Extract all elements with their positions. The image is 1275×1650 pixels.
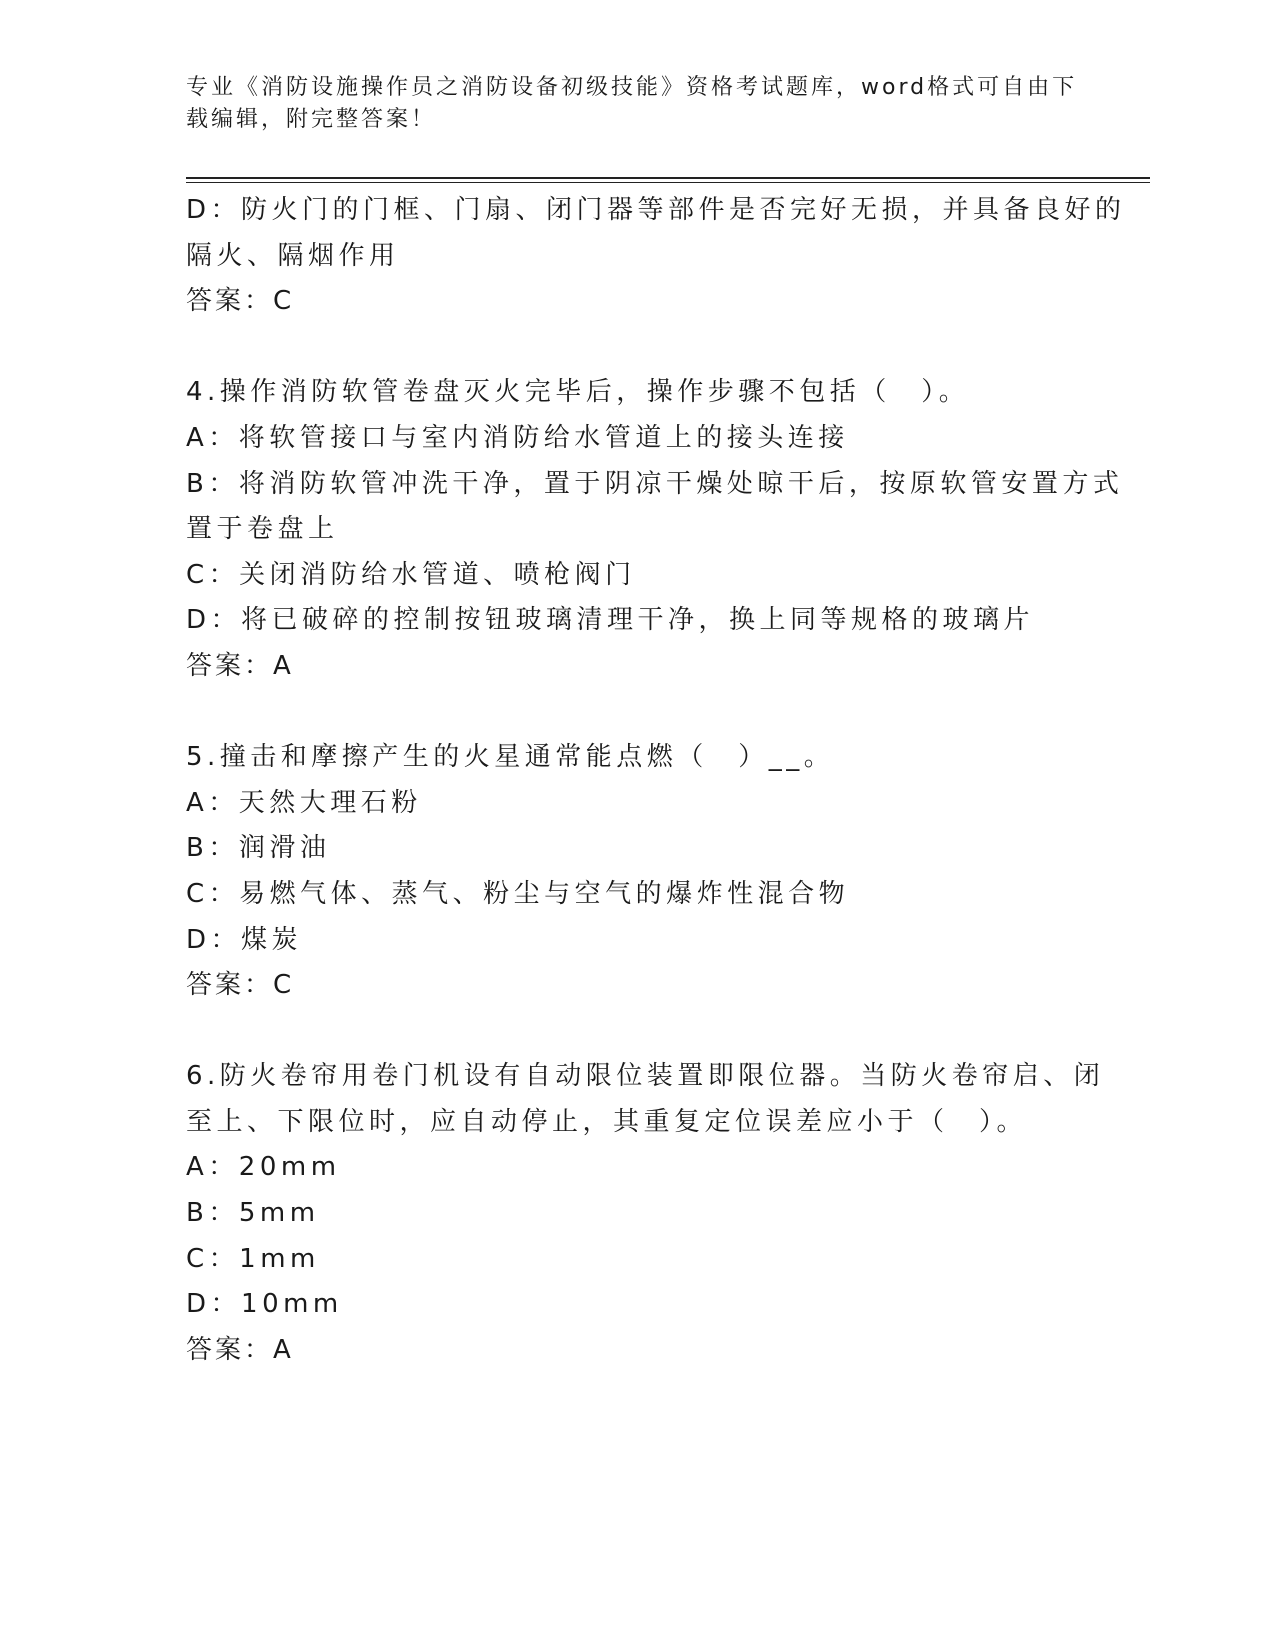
answer: 答案：A xyxy=(186,650,294,681)
question-stem: 5.撞击和摩擦产生的火星通常能点燃（ ）__。 xyxy=(186,742,835,773)
answer: 答案：C xyxy=(186,286,295,317)
question-4 xyxy=(186,370,1124,689)
option-b-line-2: 置于卷盘上 xyxy=(186,514,339,545)
header-divider-thin xyxy=(186,182,1150,183)
option-d: D：煤炭 xyxy=(186,924,303,955)
question-6 xyxy=(186,1054,1105,1373)
option-d-line-2: 隔火、隔烟作用 xyxy=(186,240,400,271)
option-d: D：将已破碎的控制按钮玻璃清理干净，换上同等规格的玻璃片 xyxy=(186,605,1035,636)
header-line-2: 载编辑，附完整答案！ xyxy=(186,107,437,132)
option-d: D：10mm xyxy=(186,1289,343,1320)
header-line-1: 专业《消防设施操作员之消防设备初级技能》资格考试题库，word格式可自由下 xyxy=(186,75,1078,100)
option-c: C：关闭消防给水管道、喷枪阀门 xyxy=(186,559,636,590)
answer: 答案：A xyxy=(186,1334,294,1365)
spacer xyxy=(186,325,1086,371)
option-b-line-1: B：将消防软管冲洗干净，置于阴凉干燥处晾干后，按原软管安置方式 xyxy=(186,468,1124,499)
document-body xyxy=(186,188,1126,1373)
header-divider-thick xyxy=(186,177,1150,179)
answer: 答案：C xyxy=(186,970,295,1001)
question-stem-line-2: 至上、下限位时，应自动停止，其重复定位误差应小于（ ）。 xyxy=(186,1106,1028,1137)
option-a: A：天然大理石粉 xyxy=(186,787,422,818)
option-a: A：将软管接口与室内消防给水管道上的接头连接 xyxy=(186,422,849,453)
option-b: B：润滑油 xyxy=(186,833,331,864)
document-header xyxy=(186,72,1078,136)
question-3-tail xyxy=(186,188,1126,325)
spacer xyxy=(186,690,1086,736)
option-d-line-1: D：防火门的门框、门扇、闭门器等部件是否完好无损，并具备良好的 xyxy=(186,195,1126,225)
spacer xyxy=(186,1009,1086,1055)
question-stem: 4.操作消防软管卷盘灭火完毕后，操作步骤不包括（ ）。 xyxy=(186,377,970,408)
option-b: B：5mm xyxy=(186,1198,320,1229)
question-5 xyxy=(186,735,1086,1009)
question-stem-line-1: 6.防火卷帘用卷门机设有自动限位装置即限位器。当防火卷帘启、闭 xyxy=(186,1061,1105,1092)
option-c: C：1mm xyxy=(186,1243,320,1274)
option-c: C：易燃气体、蒸气、粉尘与空气的爆炸性混合物 xyxy=(186,878,850,909)
option-a: A：20mm xyxy=(186,1152,341,1183)
